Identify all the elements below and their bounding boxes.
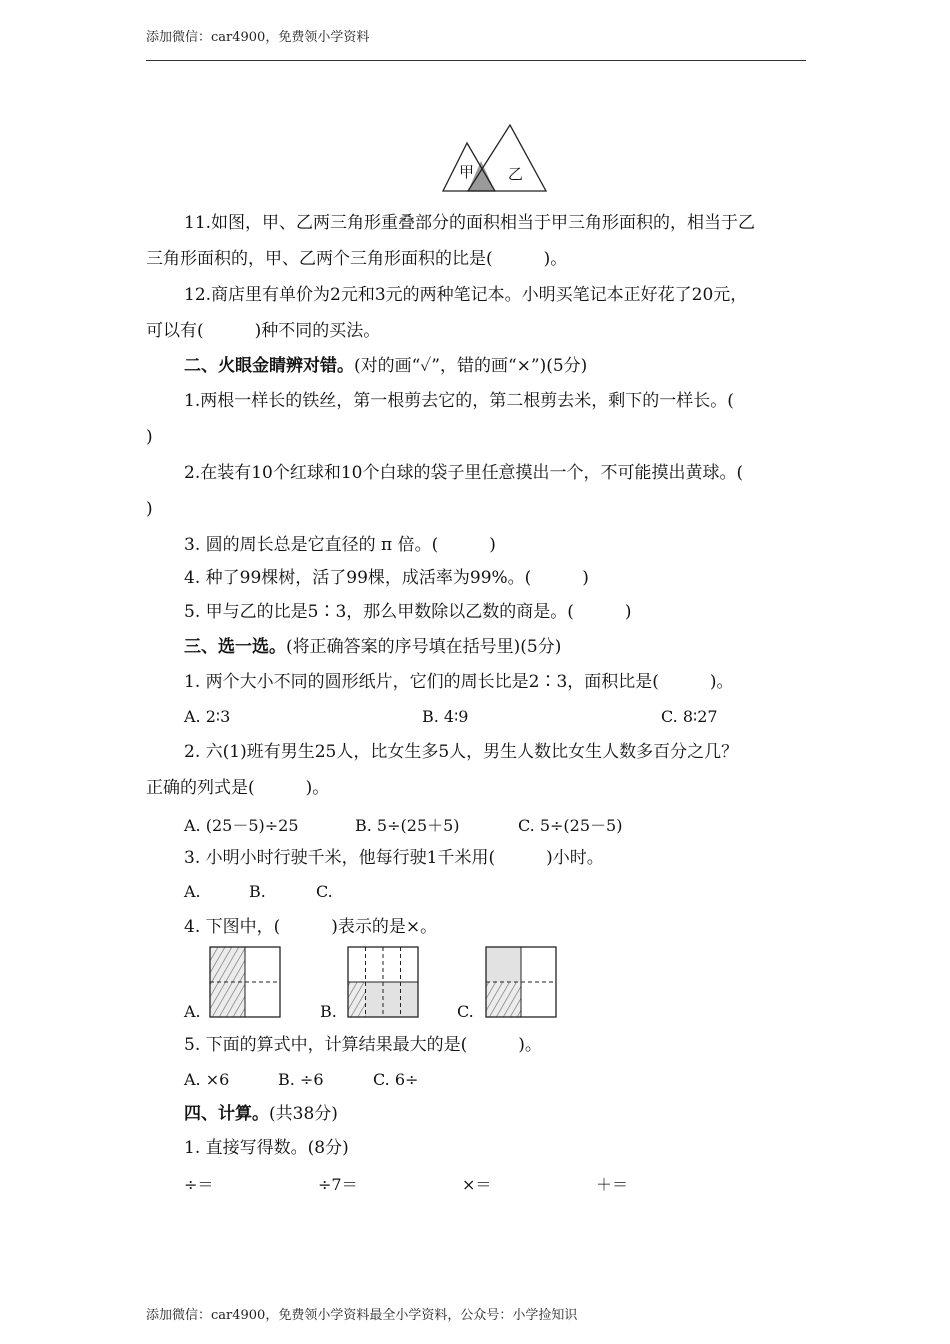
section3-note: (将正确答案的序号填在括号里)(5分) bbox=[286, 637, 562, 657]
s2-q5: 5. 甲与乙的比是5∶3，那么甲数除以乙数的商是。( ) bbox=[184, 602, 632, 622]
s3-q2-option-b: B. 5÷(25＋5) bbox=[355, 816, 460, 835]
s3-q1-option-a: A. 2∶3 bbox=[184, 707, 231, 726]
figure-b-hatched bbox=[348, 982, 366, 1017]
s3-q3-option-c: C. bbox=[316, 882, 333, 901]
s2-q2-line1: 2.在装有10个红球和10个白球的袋子里任意摸出一个，不可能摸出黄球。( bbox=[184, 463, 744, 483]
s4-item-1: ÷＝ bbox=[184, 1175, 214, 1194]
s3-q4-option-b: B. bbox=[320, 1002, 337, 1021]
overlapping-triangles-figure bbox=[0, 0, 950, 200]
s3-q2-line1: 2. 六(1)班有男生25人，比女生多5人，男生人数比女生人数多百分之几？ bbox=[184, 742, 739, 762]
figure-b bbox=[348, 947, 418, 1017]
q12-line1: 12.商店里有单价为2元和3元的两种笔记本。小明买笔记本正好花了20元， bbox=[184, 285, 748, 305]
s3-q1-option-b: B. 4∶9 bbox=[422, 707, 469, 726]
s3-q2-line2: 正确的列式是( )。 bbox=[146, 778, 330, 798]
s2-q1-line1: 1.两根一样长的铁丝，第一根剪去它的，第二根剪去米，剩下的一样长。( bbox=[184, 391, 734, 411]
s3-q3-option-b: B. bbox=[249, 882, 266, 901]
figure-c-hatched bbox=[486, 982, 521, 1017]
s3-q5-option-a: A. ×6 bbox=[184, 1070, 230, 1089]
page-footer: 添加微信：car4900，免费领小学资料最全小学资料，公众号：小学捡知识 bbox=[146, 1308, 578, 1323]
s4-item-2: ÷7＝ bbox=[318, 1175, 358, 1194]
s3-q5-option-c: C. 6÷ bbox=[373, 1070, 419, 1089]
s3-q4-option-c: C. bbox=[457, 1002, 474, 1021]
s3-q5-option-b: B. ÷6 bbox=[278, 1070, 324, 1089]
section2-heading bbox=[184, 355, 587, 377]
q4-figures bbox=[0, 940, 950, 1040]
section2-title: 二、火眼金睛辨对错。 bbox=[184, 356, 354, 376]
figure-a bbox=[210, 947, 280, 1017]
s3-q3: 3. 小明小时行驶千米，他每行驶1千米用( )小时。 bbox=[184, 848, 604, 868]
triangle-yi-label: 乙 bbox=[508, 165, 524, 183]
s3-q5: 5. 下面的算式中，计算结果最大的是( )。 bbox=[184, 1035, 542, 1055]
s3-q2-option-a: A. (25－5)÷25 bbox=[184, 816, 299, 835]
s3-q2-option-c: C. 5÷(25－5) bbox=[518, 816, 623, 835]
s2-q4: 4. 种了99棵树，活了99棵，成活率为99%。( ) bbox=[184, 568, 589, 588]
s3-q4: 4. 下图中，( )表示的是×。 bbox=[184, 917, 438, 937]
s4-item-3: ×＝ bbox=[462, 1175, 492, 1194]
section3-heading bbox=[184, 636, 561, 658]
q11-line2: 三角形面积的，甲、乙两个三角形面积的比是( )。 bbox=[146, 249, 568, 269]
q12-line2: 可以有( )种不同的买法。 bbox=[146, 321, 381, 341]
s4-q1: 1. 直接写得数。(8分) bbox=[184, 1138, 349, 1158]
s3-q4-option-a: A. bbox=[184, 1002, 201, 1021]
section4-heading bbox=[184, 1103, 338, 1125]
s3-q1: 1. 两个大小不同的圆形纸片，它们的周长比是2∶3，面积比是( )。 bbox=[184, 672, 734, 692]
page-header: 添加微信：car4900，免费领小学资料 bbox=[146, 30, 370, 45]
section4-note: (共38分) bbox=[269, 1104, 338, 1124]
s2-q3: 3. 圆的周长总是它直径的 π 倍。( ) bbox=[184, 535, 496, 555]
section4-title: 四、计算。 bbox=[184, 1104, 269, 1124]
section2-note: (对的画“✓”，错的画“×”)(5分) bbox=[354, 356, 588, 376]
figure-c bbox=[486, 947, 556, 1017]
triangle-jia-label: 甲 bbox=[459, 163, 475, 181]
q11-line1: 11.如图，甲、乙两三角形重叠部分的面积相当于甲三角形面积的，相当于乙 bbox=[184, 213, 756, 233]
s3-q3-option-a: A. bbox=[184, 882, 201, 901]
s3-q1-option-c: C. 8∶27 bbox=[661, 707, 718, 726]
s4-item-4: ＋＝ bbox=[596, 1175, 629, 1194]
section3-title: 三、选一选。 bbox=[184, 637, 286, 657]
s2-q1-line2: ) bbox=[146, 427, 153, 447]
s2-q2-line2: ) bbox=[146, 499, 153, 519]
